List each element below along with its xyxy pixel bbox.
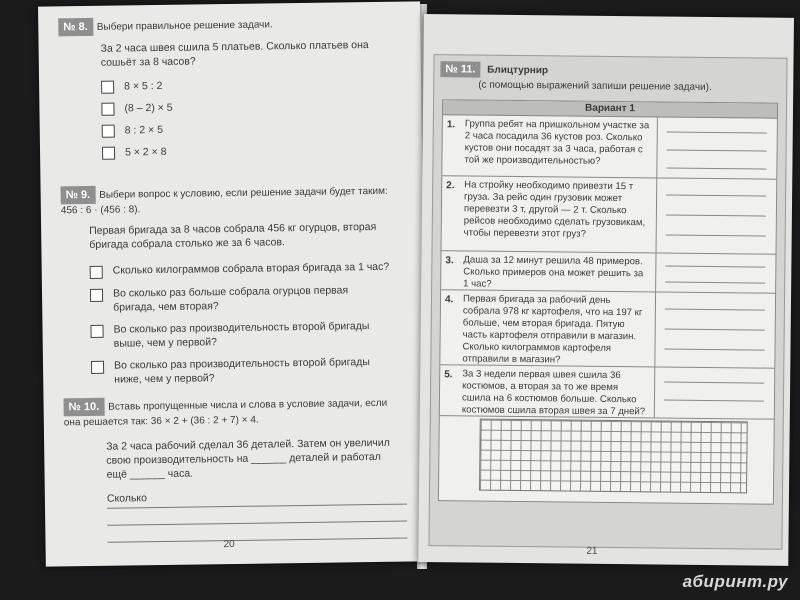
- option-label: Во сколько раз производительность второй бригады выше, чем у первой?: [113, 320, 370, 350]
- item-number: 1.: [446, 119, 456, 131]
- answer-line[interactable]: [666, 215, 766, 217]
- right-page: [418, 14, 794, 566]
- answer-label: Сколько: [106, 492, 148, 505]
- option-label: 8 : 2 × 5: [124, 123, 164, 137]
- answer-line[interactable]: [665, 329, 765, 331]
- answer-line[interactable]: [666, 195, 766, 197]
- task-8-number: № 8.: [58, 18, 93, 36]
- answer-line[interactable]: [664, 382, 764, 384]
- task-10-number: № 10.: [63, 398, 104, 417]
- task-9-option[interactable]: [90, 283, 390, 315]
- column-divider: [656, 178, 658, 252]
- answer-line[interactable]: [665, 282, 765, 284]
- page-number-left: 20: [223, 538, 235, 551]
- option-label: Сколько килограммов собрала вторая бригада за 1 час?: [112, 260, 390, 277]
- checkbox[interactable]: [91, 361, 104, 374]
- item-text: За 3 недели первая швея сшила 36 костюмов, а вторая за то же время сшила на 6 костюмов больше. Сколько костюмов сшила вторая швея за 7 дней?: [461, 368, 646, 418]
- task-10-title: Вставь пропущенные числа и слова в условие задачи, если она решается так: 36 × 2 + (36 : 2 + 7) × 4.: [63, 397, 388, 429]
- task-11-table: [438, 99, 778, 504]
- task-8: [58, 13, 410, 164]
- checkbox[interactable]: [90, 289, 103, 302]
- watermark-text: абиринт.ру: [682, 572, 788, 591]
- checkbox[interactable]: [90, 266, 103, 279]
- item-number: 2.: [446, 180, 455, 192]
- open-workbook: [28, 4, 798, 600]
- squared-answer-grid[interactable]: [479, 419, 748, 494]
- task-11-frame: [428, 54, 787, 550]
- answer-line[interactable]: [664, 400, 764, 402]
- table-row: [442, 115, 777, 179]
- answer-line[interactable]: [665, 266, 765, 268]
- task-8-title: Выбери правильное решение задачи.: [96, 19, 273, 33]
- table-row: [440, 365, 775, 419]
- item-text: Первая бригада за рабочий день собрала 978 кг картофеля, что на 197 кг больше, чем вторая бригада. Пятую часть картофеля отправили в магазин. Сколько килограммов картофеля отправили в магазин?: [462, 293, 643, 366]
- task-9-option[interactable]: [91, 355, 391, 387]
- task-11-header: [440, 61, 548, 78]
- item-text: Даша за 12 минут решила 48 примеров. Сколько примеров она может решить за 1 час?: [463, 254, 644, 290]
- checkbox[interactable]: [102, 124, 115, 137]
- option-label: 5 × 2 × 8: [124, 145, 167, 159]
- item-number: 3.: [445, 255, 454, 267]
- checkbox[interactable]: [101, 102, 114, 115]
- answer-line[interactable]: [667, 132, 767, 134]
- task-10-text: За 2 часа рабочий сделал 36 деталей. Затем он увеличил свою производительность на ______ деталей и работал ещё ______ часа.: [106, 436, 390, 481]
- task-11-title: Блицтурнир: [487, 64, 549, 77]
- page-number-right: 21: [586, 545, 598, 557]
- option-label: 8 × 5 : 2: [124, 79, 163, 93]
- task-11-number: № 11.: [440, 61, 480, 77]
- checkbox[interactable]: [90, 325, 103, 338]
- answer-line[interactable]: [664, 349, 764, 351]
- checkbox[interactable]: [101, 80, 114, 93]
- option-label: (8 – 2) × 5: [124, 101, 173, 115]
- task-8-text: За 2 часа швея сшила 5 платьев. Сколько платьев она сошьёт за 8 часов?: [100, 39, 369, 69]
- task-9-number: № 9.: [61, 186, 96, 204]
- table-row: [442, 176, 777, 254]
- table-row: [440, 290, 775, 368]
- item-number: 4.: [444, 294, 454, 306]
- task-9-text: Первая бригада за 8 часов собрала 456 кг огурцов, вторая бригада собрала столько же за 6 часов.: [89, 220, 377, 251]
- left-page: [38, 1, 428, 566]
- answer-line[interactable]: [667, 150, 767, 152]
- variant-header: Вариант 1: [443, 100, 777, 118]
- task-9: [61, 181, 414, 387]
- checkbox[interactable]: [102, 146, 115, 159]
- column-divider: [654, 367, 656, 417]
- item-text: На стройку необходимо привезти 15 т груза. За рейс один грузовик может перевезти 3 т, другой — 2 т. Сколько рейсов необходимо сделать грузовикам, чтобы перевезти этот груз?: [463, 179, 646, 240]
- option-label: Во сколько раз больше собрала огурцов первая бригада, чем вторая?: [112, 284, 349, 314]
- answer-line[interactable]: [666, 235, 766, 237]
- task-8-option[interactable]: [102, 137, 410, 163]
- answer-line[interactable]: [665, 309, 765, 311]
- task-9-option[interactable]: [90, 260, 390, 279]
- answer-line[interactable]: [107, 522, 407, 543]
- column-divider: [654, 292, 656, 366]
- column-divider: [656, 117, 658, 177]
- option-label: Во сколько раз производительность второй бригады ниже, чем у первой?: [113, 356, 370, 386]
- item-text: Группа ребят на пришкольном участке за 2 часа посадила 36 кустов роз. Сколько кустов они посадят за 3 часа, работая с той же производительностью?: [464, 118, 650, 167]
- item-number: 5.: [444, 369, 453, 381]
- column-divider: [655, 253, 656, 291]
- task-10: [63, 393, 415, 543]
- task-9-title: Выбери вопрос к условию, если решение задачи будет таким: 456 : 6 · (456 : 8).: [60, 185, 388, 217]
- answer-line[interactable]: [666, 168, 766, 170]
- task-9-option[interactable]: [90, 319, 390, 351]
- task-11-subtitle: (с помощью выражений запиши решение задачи).: [478, 79, 712, 94]
- table-row: [441, 251, 775, 293]
